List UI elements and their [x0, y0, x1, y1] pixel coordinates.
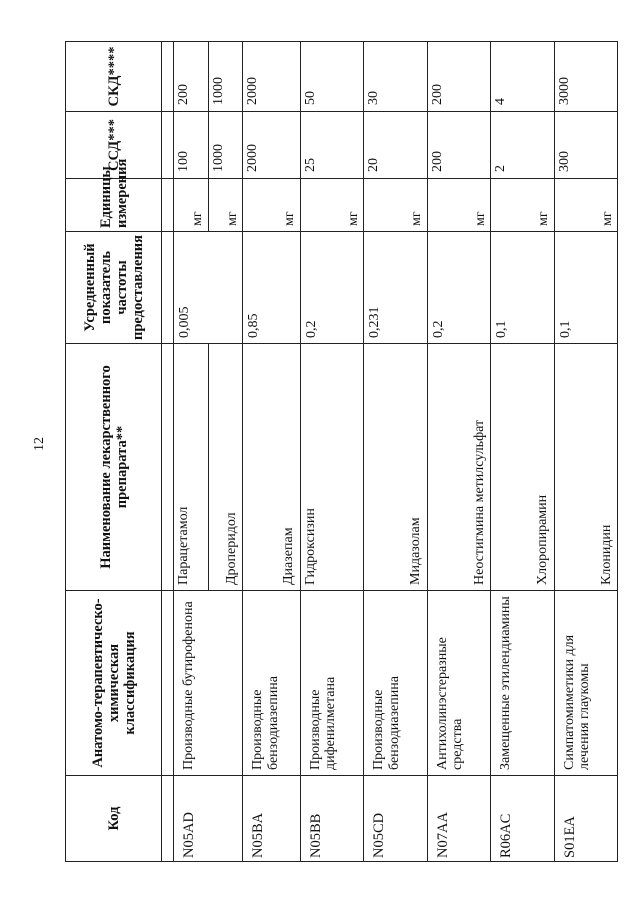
- drug-frequency: 0,231: [364, 232, 427, 344]
- drug-ssd: 300: [554, 112, 617, 179]
- drug-skd: 30: [364, 42, 427, 112]
- drug-ssd: 100: [174, 112, 209, 179]
- row-classification: Производные дифенилметана: [300, 591, 363, 776]
- drug-unit: мг: [364, 179, 427, 232]
- drug-frequency: 0,85: [243, 232, 301, 344]
- drug-frequency: 0,005: [174, 232, 243, 344]
- row-code: R06AC: [491, 776, 554, 862]
- rotated-table-container: [65, 42, 618, 862]
- drug-skd: 2000: [243, 42, 301, 112]
- header-spacer-row: [162, 42, 174, 862]
- drug-ssd: 2000: [243, 112, 301, 179]
- row-code: N05AD: [174, 776, 243, 862]
- header-code: Код: [66, 776, 162, 862]
- drug-frequency: 0,1: [554, 232, 617, 344]
- table-row: [243, 42, 301, 862]
- drug-skd: 4: [491, 42, 554, 112]
- drug-unit: мг: [174, 179, 209, 232]
- drug-skd: 1000: [208, 42, 243, 112]
- drug-ssd: 2: [491, 112, 554, 179]
- drug-ssd: 20: [364, 112, 427, 179]
- table-row: [554, 42, 617, 862]
- drug-name: Клонидин: [554, 344, 617, 591]
- drug-skd: 3000: [554, 42, 617, 112]
- row-code: S01EA: [554, 776, 617, 862]
- drug-frequency: 0,2: [300, 232, 363, 344]
- row-code: N05CD: [364, 776, 427, 862]
- drug-table: [65, 41, 618, 862]
- table-row: [300, 42, 363, 862]
- row-code: N07AA: [427, 776, 490, 862]
- drug-skd: 200: [174, 42, 209, 112]
- drug-ssd: 1000: [208, 112, 243, 179]
- drug-frequency: 0,1: [491, 232, 554, 344]
- drug-name: Мидазолам: [364, 344, 427, 591]
- drug-skd: 200: [427, 42, 490, 112]
- table-row: [491, 42, 554, 862]
- header-frequency: Усредненный показатель частоты предоставления: [66, 232, 162, 344]
- table-row: [364, 42, 427, 862]
- drug-unit: мг: [300, 179, 363, 232]
- row-classification: Замещенные этилендиамины: [491, 591, 554, 776]
- table-row: [174, 42, 209, 862]
- row-code: N05BB: [300, 776, 363, 862]
- header-unit: Единицы измерения: [66, 179, 162, 232]
- row-classification: Антихолинэстеразные средства: [427, 591, 490, 776]
- drug-ssd: 25: [300, 112, 363, 179]
- drug-skd: 50: [300, 42, 363, 112]
- page-number: 12: [32, 437, 47, 451]
- drug-unit: мг: [554, 179, 617, 232]
- header-classification: Анатомо-терапевтическо-химическая классификация: [66, 591, 162, 776]
- row-classification: Производные бензодиазепина: [364, 591, 427, 776]
- header-row: [66, 42, 162, 862]
- table-row: [427, 42, 490, 862]
- row-classification: Производные бензодиазепина: [243, 591, 301, 776]
- header-ssd: ССД***: [66, 112, 162, 179]
- drug-name: Дроперидол: [208, 344, 243, 591]
- row-classification: Симпатомиметики для лечения глаукомы: [554, 591, 617, 776]
- drug-unit: мг: [491, 179, 554, 232]
- drug-unit: мг: [427, 179, 490, 232]
- drug-name: Парацетамол: [174, 344, 209, 591]
- drug-name: Неостигмина метилсульфат: [427, 344, 490, 591]
- drug-name: Гидроксизин: [300, 344, 363, 591]
- drug-name: Диазепам: [243, 344, 301, 591]
- drug-name: Хлоропирамин: [491, 344, 554, 591]
- header-drug: Наименование лекарственного препарата**: [66, 344, 162, 591]
- header-skd: СКД****: [66, 42, 162, 112]
- row-classification: Производные бутирофенона: [174, 591, 243, 776]
- drug-unit: мг: [243, 179, 301, 232]
- drug-ssd: 200: [427, 112, 490, 179]
- drug-unit: мг: [208, 179, 243, 232]
- drug-frequency: 0,2: [427, 232, 490, 344]
- row-code: N05BA: [243, 776, 301, 862]
